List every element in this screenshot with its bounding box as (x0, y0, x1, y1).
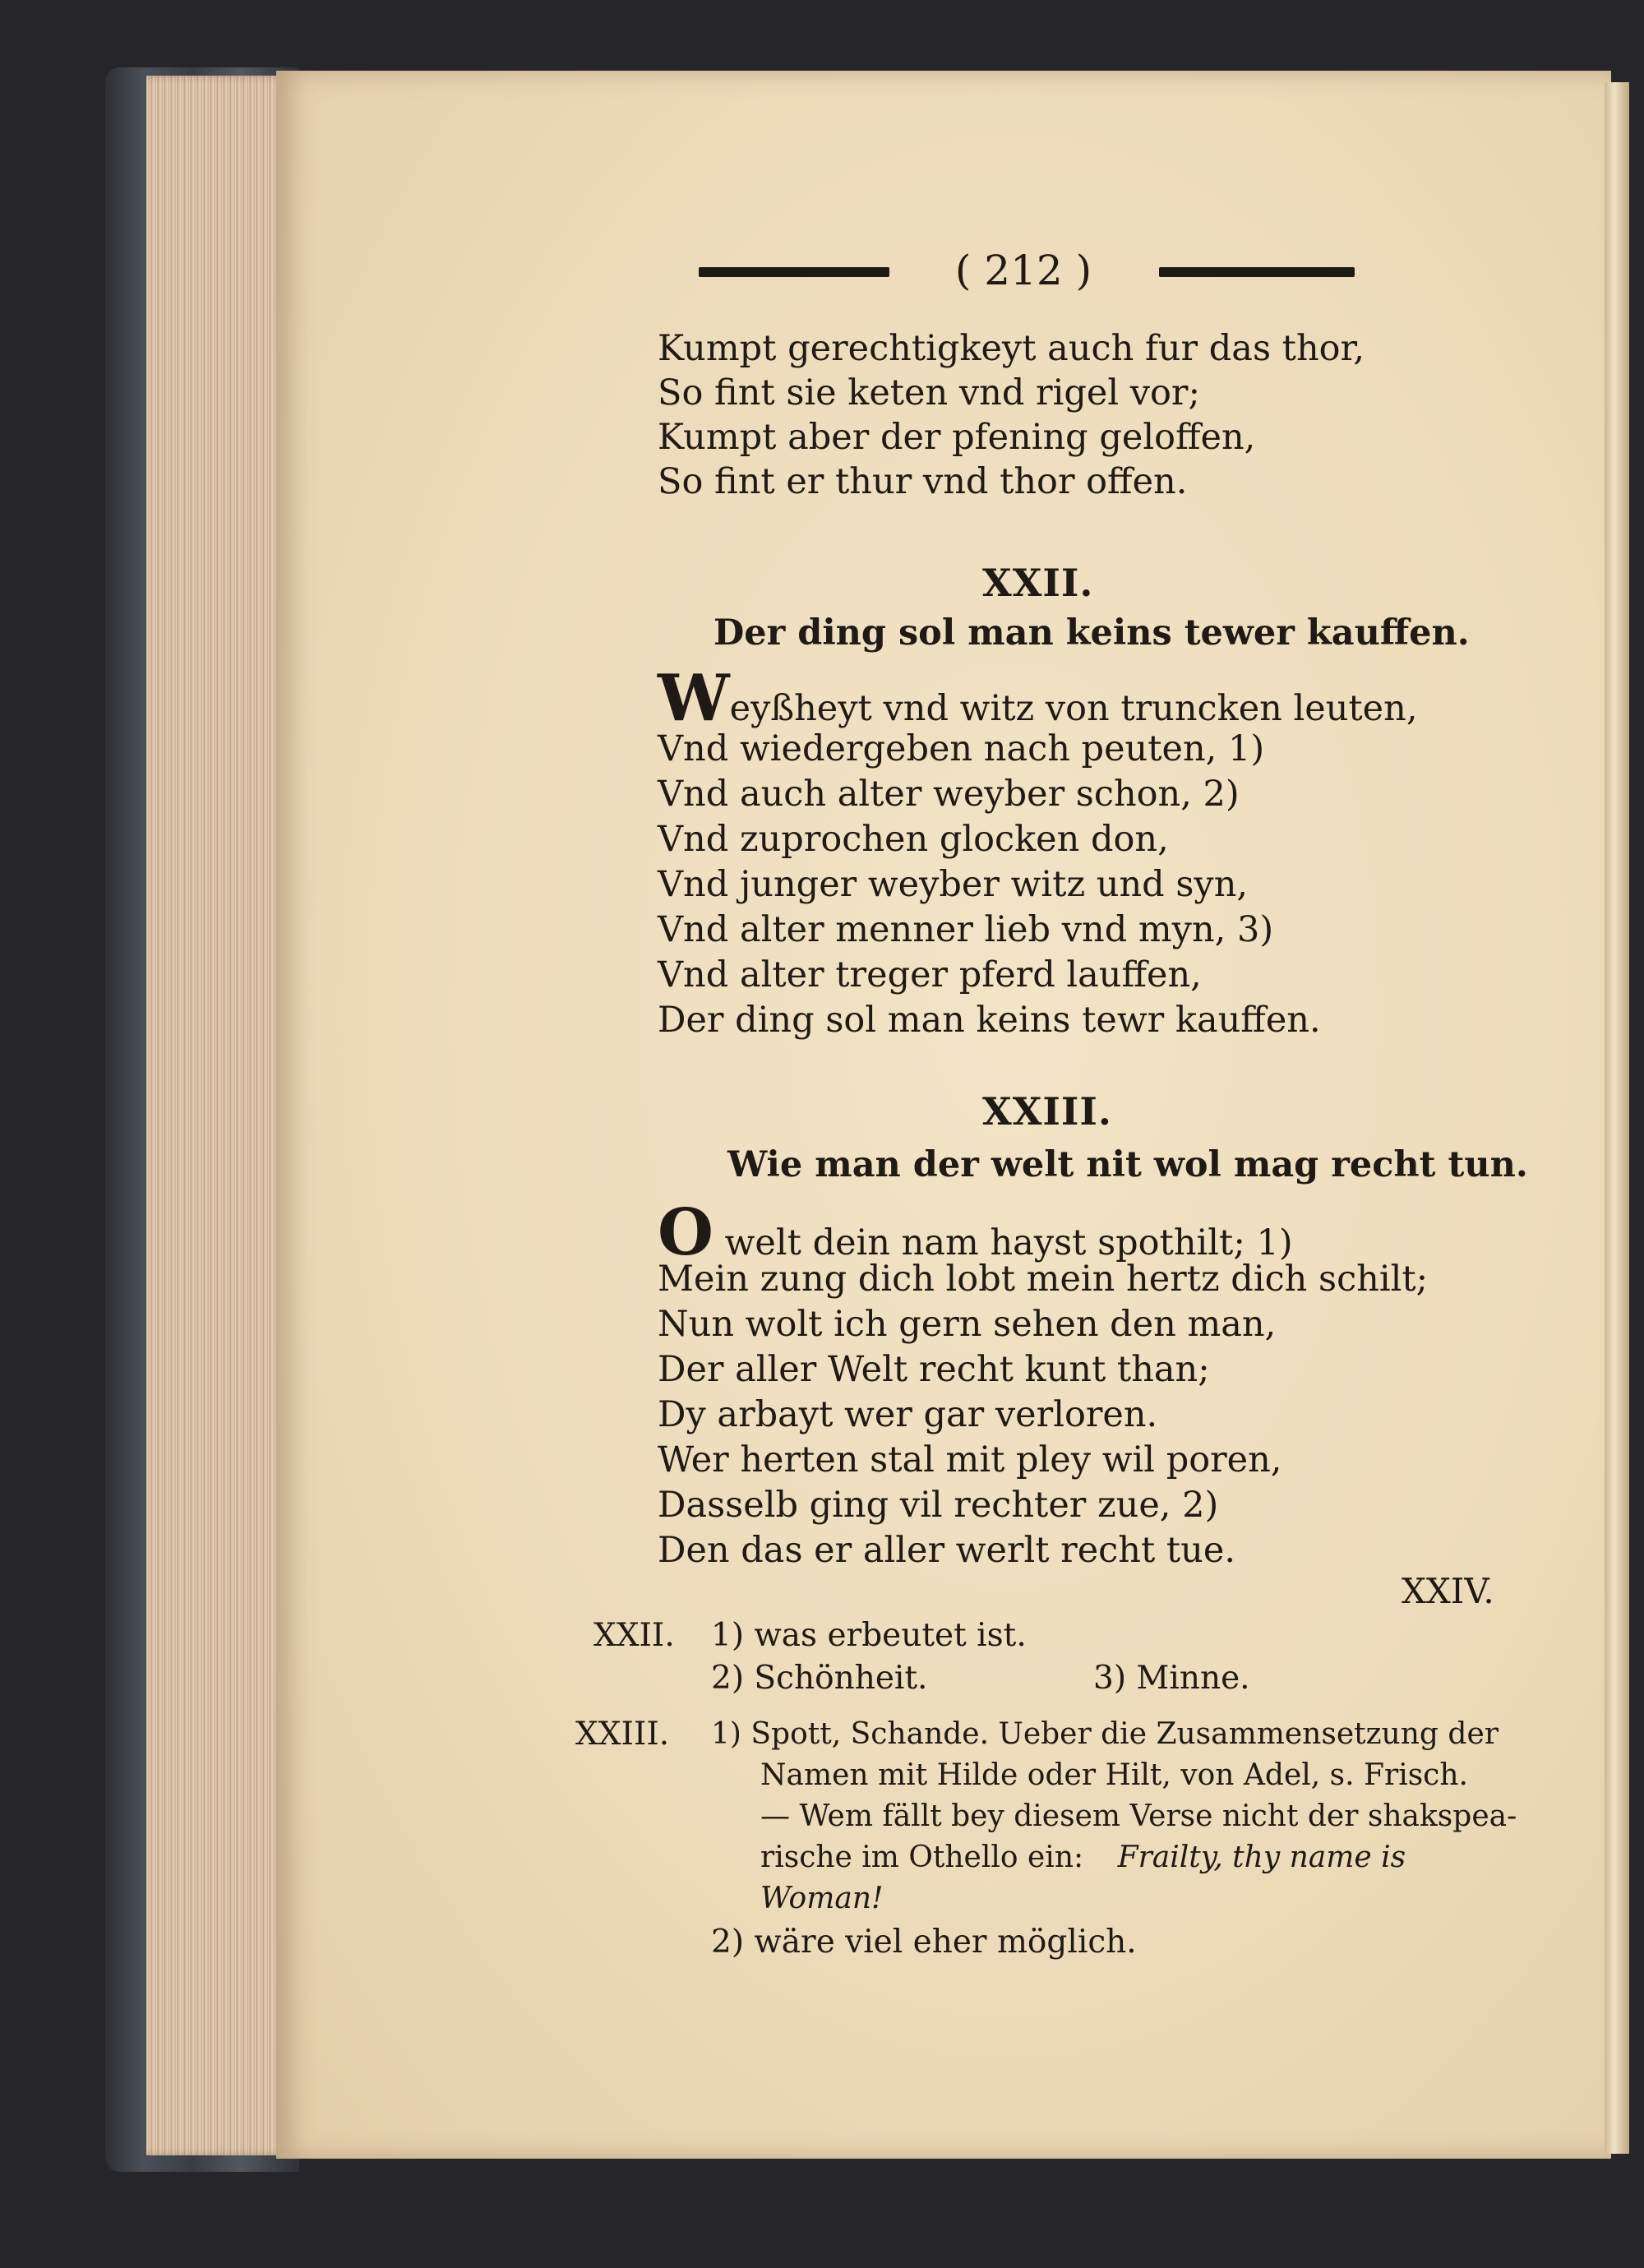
next-page-edge (1605, 82, 1629, 2154)
section-numeral: XXIII. (982, 1089, 1112, 1134)
footnote: 1) was erbeutet ist. (711, 1617, 1027, 1654)
poem-line: Vnd auch alter weyber schon, 2) (658, 774, 1240, 815)
first-line-text: eyßheyt vnd witz von truncken leuten, (729, 688, 1418, 729)
poem-line: Kumpt aber der pfening geloffen, (658, 417, 1256, 458)
header-rule-right (1159, 267, 1355, 277)
footnote-label: XXIII. (575, 1716, 670, 1753)
footnote: 1) Spott, Schande. Ueber die Zusammensetzung der (711, 1717, 1499, 1751)
poem-line: So fint er thur vnd thor offen. (658, 461, 1188, 502)
poem-first-line (658, 1195, 1293, 1270)
poem-line: Nun wolt ich gern sehen den man, (658, 1304, 1277, 1345)
catchword: XXIV. (1402, 1571, 1494, 1611)
footnote-quote: Woman! (760, 1882, 884, 1915)
poem-line: Vnd zuprochen glocken don, (658, 819, 1169, 860)
footnote: Namen mit Hilde oder Hilt, von Adel, s. Frisch. (760, 1758, 1468, 1792)
footnote: 2) Schönheit. (711, 1660, 928, 1697)
first-line-text: welt dein nam hayst spothilt; 1) (724, 1222, 1293, 1263)
footnote: — Wem fällt bey diesem Verse nicht der shakspea- (760, 1799, 1517, 1833)
section-numeral: XXII. (982, 561, 1094, 605)
page-number: ( 212 ) (954, 247, 1092, 294)
footnote (760, 1837, 1406, 1878)
drop-cap: O (658, 1195, 713, 1270)
poem-first-line (658, 661, 1418, 736)
poem-line: Dy arbayt wer gar verloren. (658, 1394, 1158, 1435)
poem-line: Vnd alter menner lieb vnd myn, 3) (658, 909, 1274, 950)
poem-line: Kumpt gerechtigkeyt auch fur das thor, (658, 328, 1365, 369)
footnote: 2) wäre viel eher möglich. (711, 1924, 1137, 1961)
poem-line: Mein zung dich lobt mein hertz dich schilt; (658, 1259, 1429, 1300)
page-header (699, 247, 1356, 296)
section-title: Der ding sol man keins tewer kauffen. (713, 612, 1470, 654)
poem-line: Vnd junger weyber witz und syn, (658, 864, 1249, 905)
poem-line: Vnd alter treger pferd lauffen, (658, 954, 1202, 995)
header-rule-left (699, 267, 889, 277)
poem-line: Der ding sol man keins tewr kauffen. (658, 1000, 1321, 1041)
footnote-quote: Frailty, thy name is (1117, 1841, 1406, 1874)
poem-line: Den das er aller werlt recht tue. (658, 1530, 1235, 1571)
footnote-text: rische im Othello ein: (760, 1841, 1084, 1874)
poem-line: Der aller Welt recht kunt than; (658, 1349, 1210, 1390)
drop-cap: W (658, 661, 730, 736)
poem-line: Dasselb ging vil rechter zue, 2) (658, 1485, 1219, 1526)
poem-line: Wer herten stal mit pley wil poren, (658, 1439, 1282, 1480)
poem-line: Vnd wiedergeben nach peuten, 1) (658, 728, 1265, 769)
section-title: Wie man der welt nit wol mag recht tun. (727, 1144, 1528, 1185)
footnote: 3) Minne. (1093, 1660, 1250, 1697)
page-edges (146, 76, 294, 2155)
footnote-label: XXII. (593, 1617, 675, 1654)
poem-line: So fint sie keten vnd rigel vor; (658, 372, 1200, 413)
